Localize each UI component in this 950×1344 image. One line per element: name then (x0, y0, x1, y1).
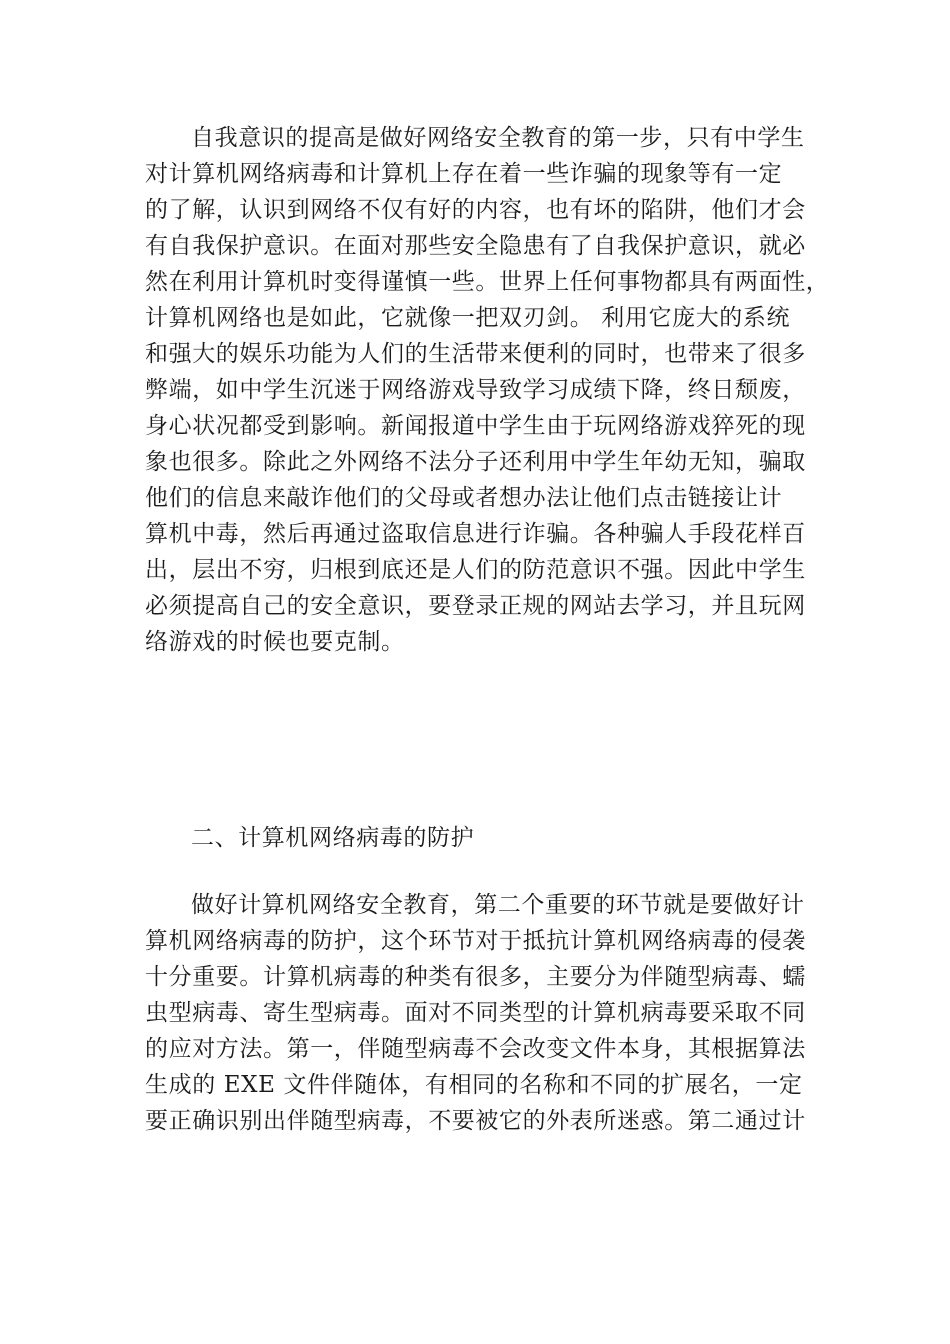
text-line: 的应对方法。第一，伴随型病毒不会改变文件本身，其根据算法 (145, 1036, 806, 1062)
text-line: 对计算机网络病毒和计算机上存在着一些诈骗的现象等有一定 (145, 161, 783, 187)
text-line: 算机网络病毒的防护，这个环节对于抵抗计算机网络病毒的侵袭 (145, 928, 806, 954)
text-line: 的了解，认识到网络不仅有好的内容，也有坏的陷阱，他们才会 (145, 197, 806, 223)
text-line: 弊端，如中学生沉迷于网络游戏导致学习成绩下降，终日颓废， (145, 377, 806, 403)
text-line: 然在利用计算机时变得谨慎一些。世界上任何事物都具有两面性， (145, 269, 830, 295)
text-line: 和强大的娱乐功能为人们的生活带来便利的同时，也带来了很多 (145, 341, 806, 367)
text-line: 要正确识别出伴随型病毒，不要被它的外表所迷惑。第二通过计 (145, 1108, 806, 1134)
text-line: 做好计算机网络安全教育，第二个重要的环节就是要做好计 (191, 892, 805, 918)
text-line: 十分重要。计算机病毒的种类有很多，主要分为伴随型病毒、蠕 (145, 964, 806, 990)
text-line: 自我意识的提高是做好网络安全教育的第一步，只有中学生 (191, 125, 805, 151)
text-line: 虫型病毒、寄生型病毒。面对不同类型的计算机病毒要采取不同 (145, 1000, 806, 1026)
text-line: 身心状况都受到影响。新闻报道中学生由于玩网络游戏猝死的现 (145, 413, 806, 439)
text-line: 算机中毒，然后再通过盗取信息进行诈骗。各种骗人手段花样百 (145, 521, 806, 547)
paragraph-self-awareness (145, 120, 830, 660)
text-line: 出，层出不穷，归根到底还是人们的防范意识不强。因此中学生 (145, 557, 806, 583)
text-line: 有自我保护意识。在面对那些安全隐患有了自我保护意识，就必 (145, 233, 806, 259)
text-line: 他们的信息来敲诈他们的父母或者想办法让他们点击链接让计 (145, 485, 783, 511)
text-line: 络游戏的时候也要克制。 (145, 629, 405, 655)
text-line: 必须提高自己的安全意识，要登录正规的网站去学习，并且玩网 (145, 593, 806, 619)
text-line: 生成的 EXE 文件伴随体，有相同的名称和不同的扩展名，一定 (145, 1072, 803, 1098)
text-line: 象也很多。除此之外网络不法分子还利用中学生年幼无知，骗取 (145, 449, 806, 475)
text-line: 计算机网络也是如此，它就像一把双刃剑。 利用它庞大的系统 (145, 305, 791, 331)
section-heading-text: 二、计算机网络病毒的防护 (191, 825, 475, 851)
section-heading (145, 820, 815, 856)
paragraph-virus-protection (145, 887, 815, 1139)
